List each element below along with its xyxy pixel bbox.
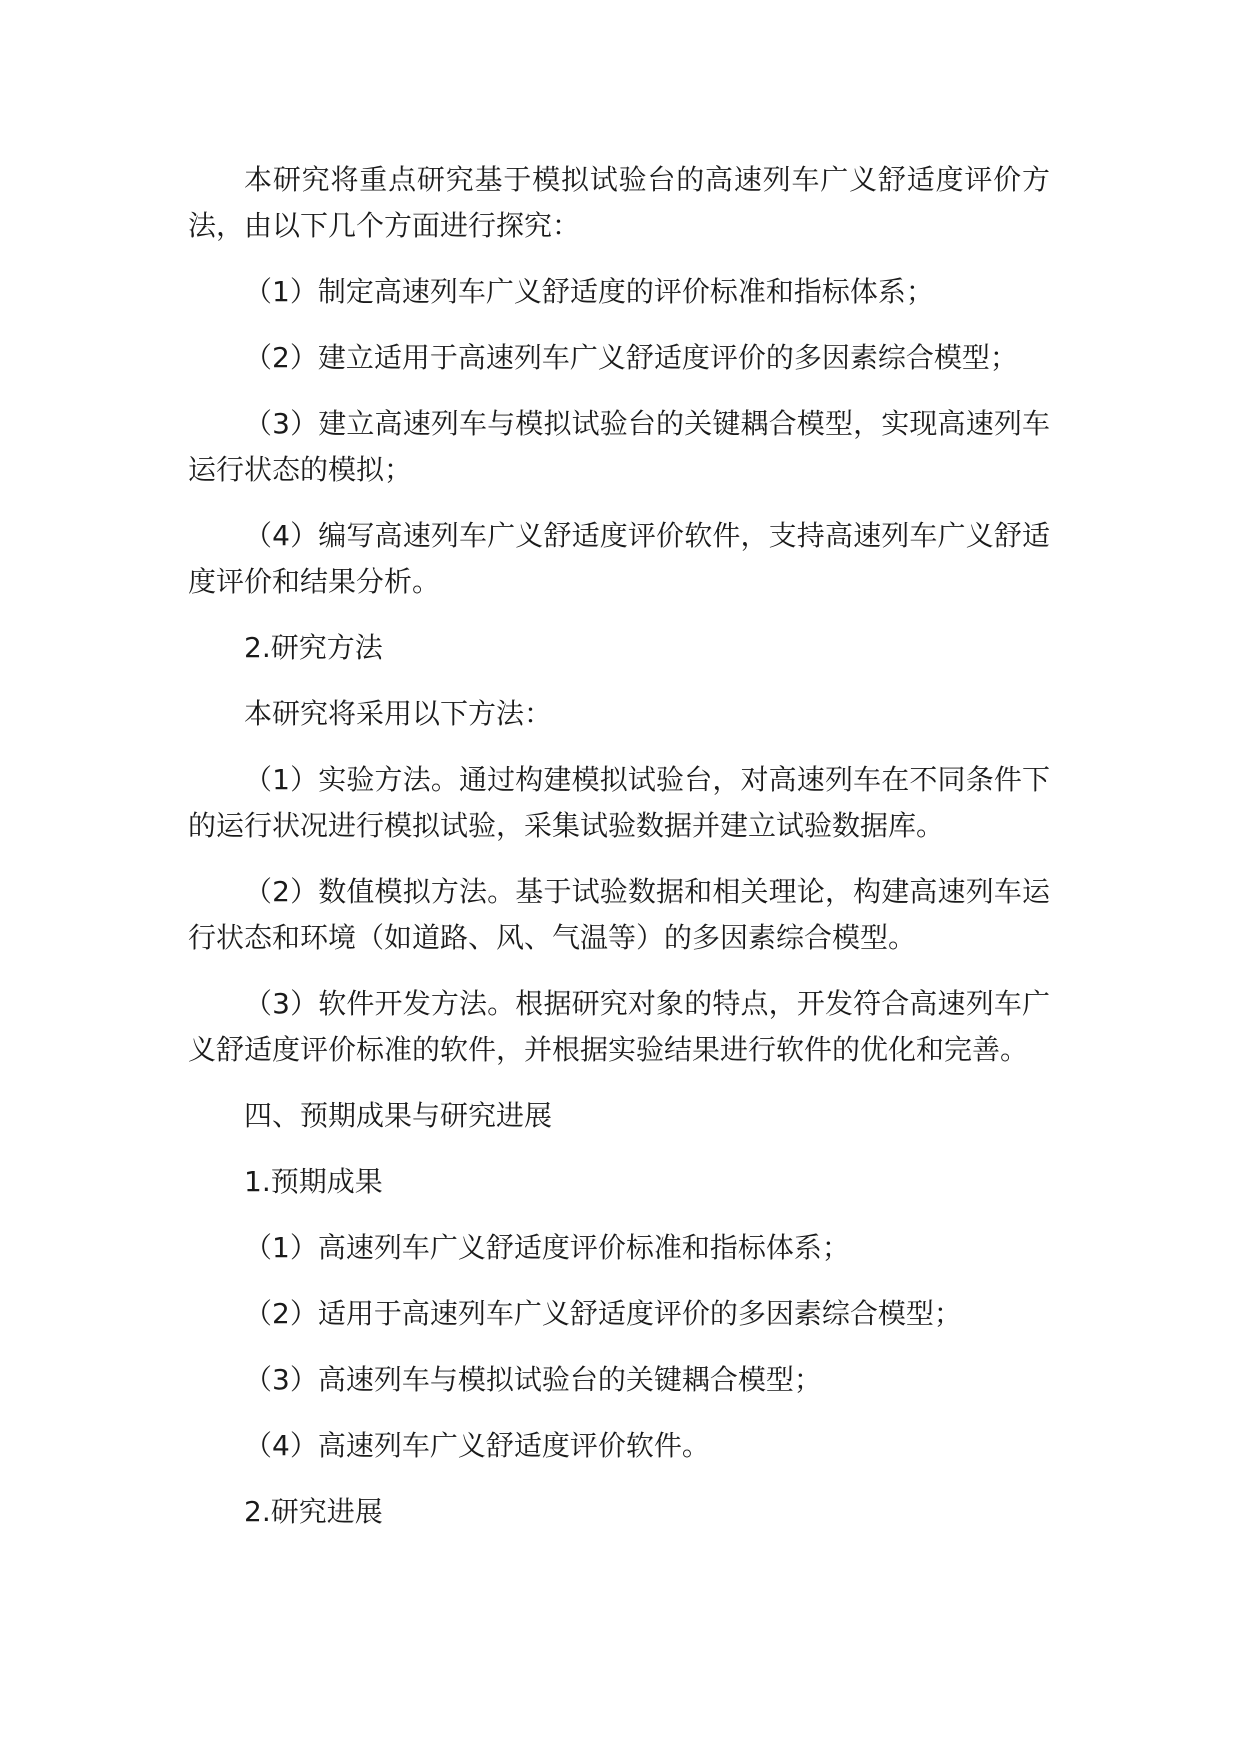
- section-heading-methods: 2.研究方法: [244, 631, 383, 664]
- paragraph-method-3: （3）软件开发方法。根据研究对象的特点，开发符合高速列车广义舒适度评价标准的软件，并根据实验结果进行软件的优化和完善。: [188, 987, 1050, 1066]
- paragraph-method-1: （1）实验方法。通过构建模拟试验台，对高速列车在不同条件下的运行状况进行模拟试验，采集试验数据并建立试验数据库。: [188, 763, 1050, 842]
- paragraph-intro: 本研究将重点研究基于模拟试验台的高速列车广义舒适度评价方法，由以下几个方面进行探究：: [188, 163, 1050, 242]
- paragraph-item-1: （1）制定高速列车广义舒适度的评价标准和指标体系；: [244, 275, 934, 308]
- paragraph-outcome-3: （3）高速列车与模拟试验台的关键耦合模型；: [244, 1363, 822, 1396]
- paragraph-method-2: （2）数值模拟方法。基于试验数据和相关理论，构建高速列车运行状态和环境（如道路、风、气温等）的多因素综合模型。: [188, 875, 1050, 954]
- paragraph-item-3: （3）建立高速列车与模拟试验台的关键耦合模型，实现高速列车运行状态的模拟；: [188, 407, 1050, 486]
- paragraph-methods-intro: 本研究将采用以下方法：: [244, 697, 553, 730]
- paragraph-item-4: （4）编写高速列车广义舒适度评价软件，支持高速列车广义舒适度评价和结果分析。: [188, 519, 1050, 598]
- paragraph-outcome-2: （2）适用于高速列车广义舒适度评价的多因素综合模型；: [244, 1297, 962, 1330]
- section-heading-outcomes-progress: 四、预期成果与研究进展: [244, 1099, 553, 1132]
- paragraph-item-2: （2）建立适用于高速列车广义舒适度评价的多因素综合模型；: [244, 341, 1018, 374]
- section-heading-research-progress: 2.研究进展: [244, 1495, 383, 1528]
- section-heading-expected-outcomes: 1.预期成果: [244, 1165, 383, 1198]
- paragraph-outcome-4: （4）高速列车广义舒适度评价软件。: [244, 1429, 710, 1462]
- paragraph-outcome-1: （1）高速列车广义舒适度评价标准和指标体系；: [244, 1231, 850, 1264]
- document-body: [188, 157, 1050, 1555]
